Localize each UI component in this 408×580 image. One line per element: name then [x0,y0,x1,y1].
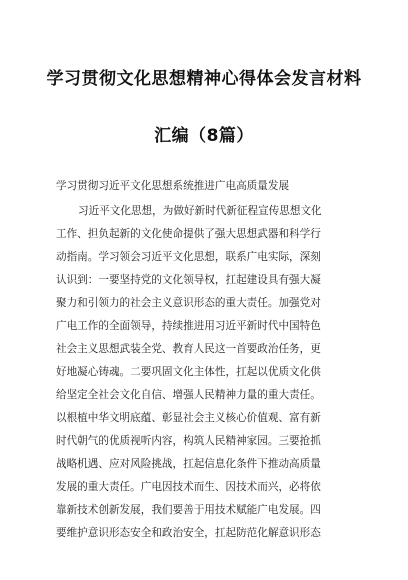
document-title-line-1: 学习贯彻文化思想精神心得体会发言材料 [46,69,362,89]
body-line: 发展的重大责任。广电因技术而生、因技术而兴，必将依 [56,481,321,493]
document-title-line-2: 汇编（8篇） [154,126,254,146]
body-line: 广电工作的全面领导，持续推进用习近平新时代中国特色 [56,320,321,332]
body-line: 聚力和引领力的社会主义意识形态的重大责任。加强党对 [56,297,321,309]
body-line: 时代朝气的优质视听内容，构筑人民精神家园。三要抢抓 [56,435,321,447]
article-subtitle: 学习贯彻习近平文化思想系统推进广电高质量发展 [56,180,290,192]
body-line: 动指南。学习领会习近平文化思想，联系广电实际，深刻 [56,251,321,263]
body-line: 靠新技术创新发展，我们要善于用技术赋能广电发展。四 [56,504,321,516]
body-line: 以根植中华文明底蕴、彰显社会主义核心价值观、富有新 [56,412,321,424]
body-line: 习近平文化思想，为做好新时代新征程宣传思想文化 [78,205,322,217]
body-line: 战略机遇、应对风险挑战，扛起信息化条件下推动高质量 [56,458,321,470]
body-line: 工作、担负起新的文化使命提供了强大思想武器和科学行 [56,228,321,240]
body-line: 社会主义思想武装全党、教育人民这一首要政治任务，更 [56,343,321,355]
body-line: 要维护意识形态安全和政治安全，扛起防范化解意识形态 [56,527,321,539]
body-line: 给坚定全社会文化自信、增强人民精神力量的重大责任。 [56,389,321,401]
article-body [56,200,356,545]
body-line: 好地凝心铸魂。二要巩固文化主体性，扛起以优质文化供 [56,366,321,378]
body-line: 认识到：一要坚持党的文化领导权，扛起建设具有强大凝 [56,274,321,286]
